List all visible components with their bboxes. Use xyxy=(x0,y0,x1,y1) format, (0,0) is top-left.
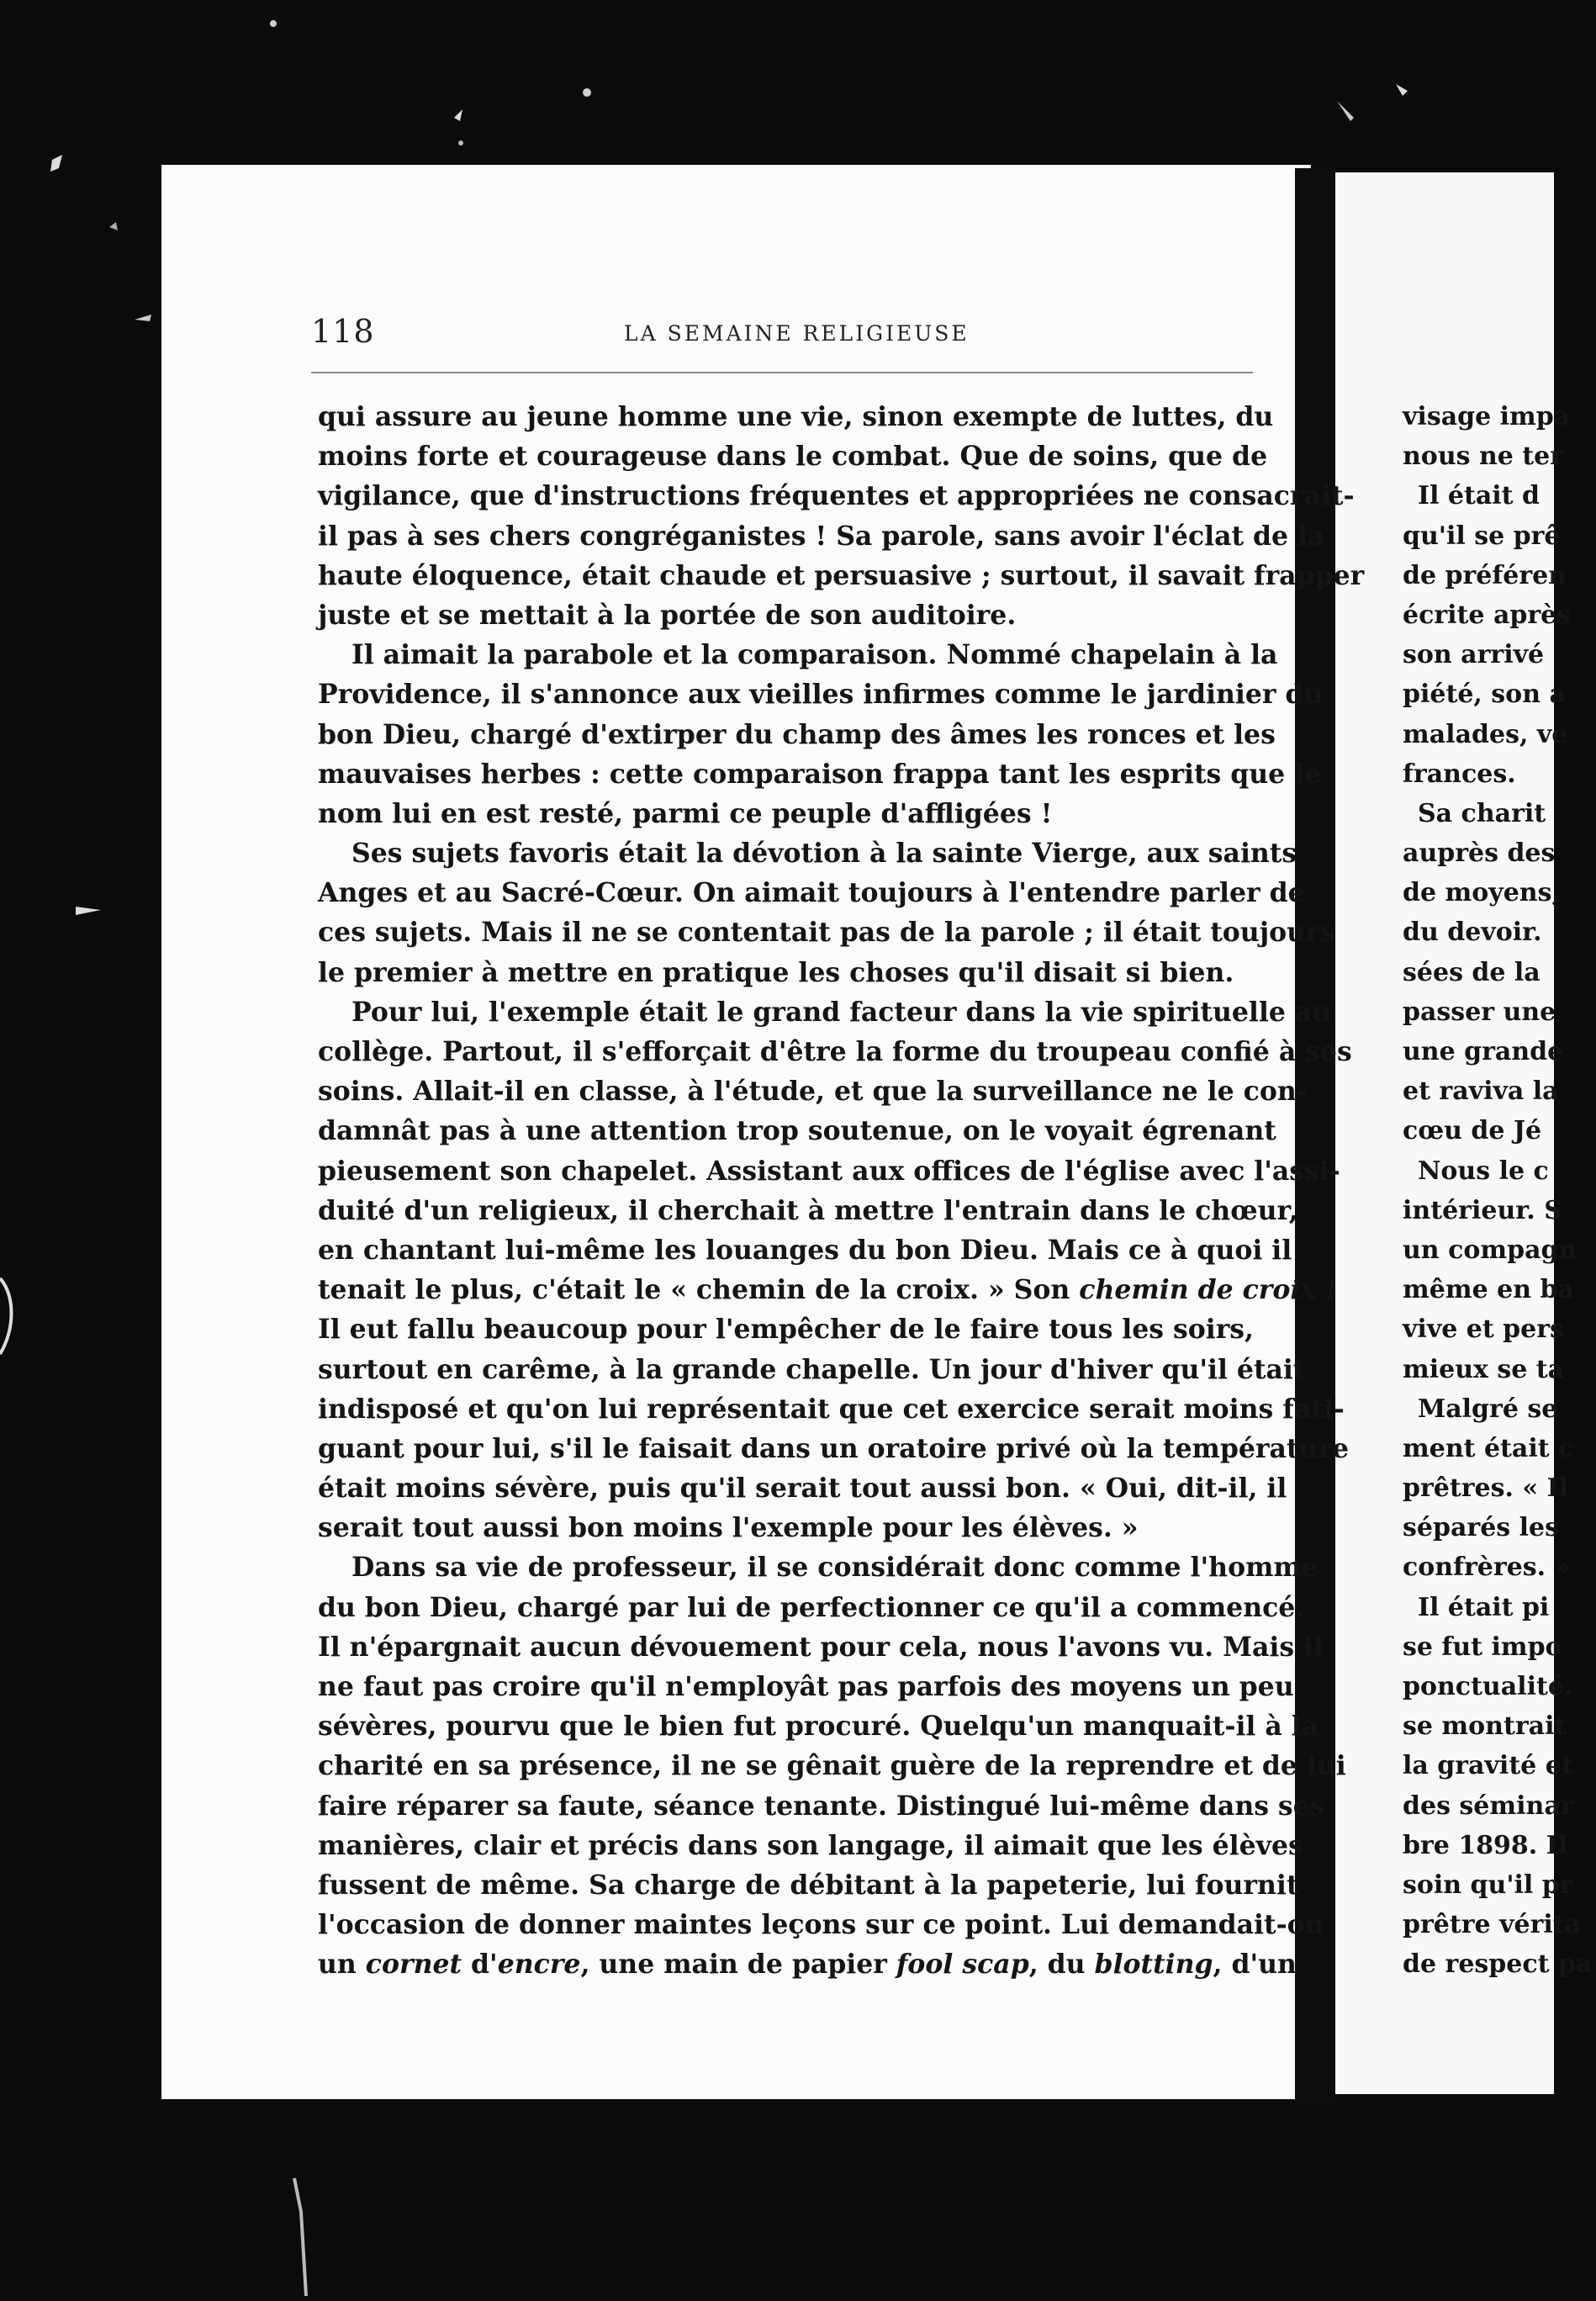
text-segment: d' xyxy=(462,1949,498,1981)
text-line-fragment: vive et pers xyxy=(1403,1314,1564,1345)
text-line xyxy=(318,1627,1324,1667)
text-line xyxy=(318,436,1268,476)
text-line-fragment: confrères. » xyxy=(1403,1553,1571,1583)
running-title: LA SEMAINE RELIGIEUSE xyxy=(624,321,970,346)
text-line-content: moins forte et courageuse dans le combat. Que de soins, que de xyxy=(318,441,1268,473)
text-line-content: Anges et au Sacré-Cœur. On aimait toujours à l'entendre parler de xyxy=(318,877,1305,909)
text-line-content: tenait le plus, c'était le « chemin de la croix. » Son xyxy=(318,1274,1080,1306)
text-line-content: l'occasion de donner maintes leçons sur ce point. Lui demandait-on xyxy=(318,1909,1324,1941)
text-line-content: duité d'un religieux, il cherchait à mettre l'entrain dans le chœur, xyxy=(318,1194,1298,1226)
italic-text: blotting xyxy=(1094,1949,1213,1981)
text-line-fragment: de préféren xyxy=(1403,560,1567,590)
text-line-content: guant pour lui, s'il le faisait dans un oratoire privé où la température xyxy=(318,1432,1349,1464)
text-line-content: damnât pas à une attention trop soutenue, on le voyait égrenant xyxy=(318,1115,1276,1147)
text-line xyxy=(318,992,1332,1032)
text-line xyxy=(318,1588,1305,1627)
text-line-fragment: prêtre vérita xyxy=(1403,1910,1582,1940)
text-line-fragment: Il était pi xyxy=(1418,1592,1550,1622)
text-line-content: Il aimait la parabole et la comparaison. Nommé chapelain à la xyxy=(351,639,1278,671)
text-line xyxy=(318,1309,1255,1349)
header-rule xyxy=(311,372,1253,373)
text-line-fragment: prêtres. « Il xyxy=(1403,1473,1569,1504)
text-line xyxy=(318,1151,1340,1191)
italic-text: encre xyxy=(497,1949,581,1981)
text-line-content: juste et se mettait à la portée de son auditoire. xyxy=(318,599,1017,631)
text-line xyxy=(318,912,1335,952)
text-line xyxy=(318,595,1251,635)
text-line-fragment: intérieur. S xyxy=(1403,1195,1562,1225)
text-line-content: Ses sujets favoris était la dévotion à la sainte Vierge, aux saints xyxy=(351,838,1297,870)
text-line-content: haute éloquence, était chaude et persuasive ; surtout, il savait frapper xyxy=(318,559,1365,591)
text-line-fragment: mieux se ta xyxy=(1403,1354,1565,1384)
text-line-fragment: se fut impo xyxy=(1403,1632,1562,1662)
text-segment: , d'un xyxy=(1213,1949,1297,1981)
page-number: 118 xyxy=(311,313,375,350)
text-line-content: Il n'épargnait aucun dévouement pour cela, nous l'avons vu. Mais il xyxy=(318,1631,1324,1663)
text-line xyxy=(318,1389,1345,1429)
right-column-text xyxy=(1403,397,1596,1985)
text-segment: , une main de papier xyxy=(580,1949,896,1981)
text-line xyxy=(318,1508,1251,1547)
text-line xyxy=(318,1429,1349,1468)
text-line-fragment: cœu de Jé xyxy=(1403,1116,1542,1146)
text-line-content: serait tout aussi bon moins l'exemple pour les élèves. » xyxy=(318,1512,1139,1544)
text-line-fragment: Il était d xyxy=(1418,481,1540,511)
text-line-content: mauvaises herbes : cette comparaison frappa tant les esprits que le xyxy=(318,758,1322,790)
text-line-content: du bon Dieu, chargé par lui de perfectionner ce qu'il a commencé. xyxy=(318,1591,1305,1623)
text-line-fragment: écrite après xyxy=(1403,600,1572,630)
text-line-content: Providence, il s'annonce aux vieilles infirmes comme le jardinier du xyxy=(318,679,1324,711)
text-line xyxy=(318,674,1324,714)
text-line-fragment: sées de la xyxy=(1403,957,1541,987)
text-line-fragment: de respect pa xyxy=(1403,1949,1593,1980)
text-line-content: faire réparer sa faute, séance tenante. Distingué lui-même dans ses xyxy=(318,1790,1325,1822)
text-line-fragment: ponctualité. xyxy=(1403,1672,1573,1701)
text-line-fragment: la gravité et xyxy=(1403,1751,1573,1781)
text-line xyxy=(318,1230,1292,1270)
text-line-content: il pas à ses chers congréganistes ! Sa parole, sans avoir l'éclat de la xyxy=(318,520,1325,552)
text-line-content: collège. Partout, il s'efforçait d'être la forme du troupeau confié à ses xyxy=(318,1036,1352,1067)
text-line-fragment: auprès des xyxy=(1403,838,1556,869)
text-line-fragment: malades, ve xyxy=(1403,719,1568,749)
text-line-content: en chantant lui-même les louanges du bon Dieu. Mais ce à quoi il xyxy=(318,1234,1292,1266)
text-line-content: pieusement son chapelet. Assistant aux offices de l'église avec l'assi- xyxy=(318,1155,1340,1187)
text-line xyxy=(318,1944,1297,1984)
text-line-content: le premier à mettre en pratique les choses qu'il disait si bien. xyxy=(318,956,1234,988)
text-line-fragment: des séminar xyxy=(1403,1791,1574,1821)
text-line xyxy=(318,715,1276,754)
text-line xyxy=(318,1468,1287,1508)
text-line xyxy=(318,516,1325,556)
text-line-content: ces sujets. Mais il ne se contentait pas de la parole ; il était toujours xyxy=(318,917,1335,949)
text-line xyxy=(318,1071,1308,1111)
text-line xyxy=(318,833,1297,873)
text-line xyxy=(318,1032,1352,1071)
text-line-content: Pour lui, l'exemple était le grand facteur dans la vie spirituelle au xyxy=(351,996,1332,1028)
text-line xyxy=(318,1746,1346,1785)
text-line xyxy=(318,1667,1294,1706)
text-line-fragment: un compagn xyxy=(1403,1235,1578,1265)
text-line-fragment: qu'il se prê xyxy=(1403,521,1561,551)
text-line-content: qui assure au jeune homme une vie, sinon exempte de luttes, du xyxy=(318,401,1274,432)
text-line-fragment: bre 1898. Il xyxy=(1403,1830,1568,1860)
text-line xyxy=(318,397,1274,436)
text-line-fragment: de moyens, xyxy=(1403,878,1561,908)
text-line-fragment: soin qu'il pr xyxy=(1403,1870,1573,1900)
text-line-fragment: séparés les xyxy=(1403,1513,1559,1543)
text-line xyxy=(318,1786,1325,1826)
text-segment: , du xyxy=(1028,1949,1095,1981)
text-line-fragment: passer une xyxy=(1403,997,1556,1027)
text-line-content: surtout en carême, à la grande chapelle. Un jour d'hiver qu'il était xyxy=(318,1353,1306,1385)
text-line-content: manières, clair et précis dans son langage, il aimait que les élèves xyxy=(318,1829,1303,1861)
text-line-fragment: visage impa xyxy=(1403,402,1571,431)
text-line-content: Il eut fallu beaucoup pour l'empêcher de le faire tous les soirs, xyxy=(318,1314,1255,1346)
text-line xyxy=(318,873,1305,912)
text-line-fragment: une grande xyxy=(1403,1037,1564,1066)
text-line-fragment: Malgré se xyxy=(1418,1394,1558,1424)
text-line xyxy=(318,1111,1276,1150)
text-line xyxy=(318,1826,1303,1865)
text-line-fragment: et raviva la xyxy=(1403,1076,1559,1107)
left-column-text xyxy=(318,397,1365,1985)
text-line xyxy=(318,953,1251,992)
text-line-fragment: frances. xyxy=(1403,759,1516,789)
text-line xyxy=(318,1905,1324,1944)
text-line-content: soins. Allait-il en classe, à l'étude, et que la surveillance ne le con- xyxy=(318,1076,1308,1108)
text-line-content: nom lui en est resté, parmi ce peuple d'affligées ! xyxy=(318,797,1053,829)
text-line-fragment: du devoir. xyxy=(1403,918,1542,948)
italic-text: cornet xyxy=(365,1949,462,1981)
text-line xyxy=(318,1706,1319,1746)
text-line-content: charité en sa présence, il ne se gênait guère de la reprendre et de lui xyxy=(318,1750,1346,1782)
text-line-fragment: ment était c xyxy=(1403,1433,1574,1463)
text-line-content: fussent de même. Sa charge de débitant à la papeterie, lui fournit xyxy=(318,1869,1299,1901)
text-line xyxy=(318,635,1278,674)
text-line xyxy=(318,1547,1319,1587)
text-line-fragment: piété, son a xyxy=(1403,680,1566,710)
text-line xyxy=(318,556,1365,595)
italic-text: chemin de croix ! xyxy=(1079,1274,1337,1306)
text-line-content: sévères, pourvu que le bien fut procuré. Quelqu'un manquait-il à la xyxy=(318,1711,1319,1743)
text-line-content: bon Dieu, chargé d'extirper du champ des âmes les ronces et les xyxy=(318,718,1276,750)
text-line-fragment: Sa charit xyxy=(1418,798,1546,828)
text-line-fragment: même en ba xyxy=(1403,1275,1574,1305)
text-segment: un xyxy=(318,1949,366,1981)
italic-text: fool scap xyxy=(896,1949,1029,1981)
text-line-fragment: Nous le c xyxy=(1418,1156,1549,1186)
text-line-content: Dans sa vie de professeur, il se considérait donc comme l'homme xyxy=(351,1552,1319,1584)
text-line xyxy=(318,794,1251,833)
text-line-fragment: se montrait xyxy=(1403,1711,1567,1742)
text-line xyxy=(318,754,1322,794)
text-line-content: était moins sévère, puis qu'il serait tout aussi bon. « Oui, dit-il, il xyxy=(318,1473,1287,1505)
text-line-content: indisposé et qu'on lui représentait que cet exercice serait moins fati- xyxy=(318,1393,1345,1425)
text-line xyxy=(318,1270,1337,1309)
text-line-fragment: nous ne ter xyxy=(1403,442,1564,472)
text-line xyxy=(318,1191,1298,1230)
text-line-content: ne faut pas croire qu'il n'employât pas parfois des moyens un peu xyxy=(318,1671,1294,1702)
text-line xyxy=(318,1350,1306,1389)
text-line-fragment: son arrivé xyxy=(1403,640,1545,670)
text-line xyxy=(318,1865,1299,1905)
page-header xyxy=(311,313,1253,355)
text-line-content: vigilance, que d'instructions fréquentes et appropriées ne consacrait- xyxy=(318,480,1355,512)
text-line xyxy=(318,476,1355,516)
